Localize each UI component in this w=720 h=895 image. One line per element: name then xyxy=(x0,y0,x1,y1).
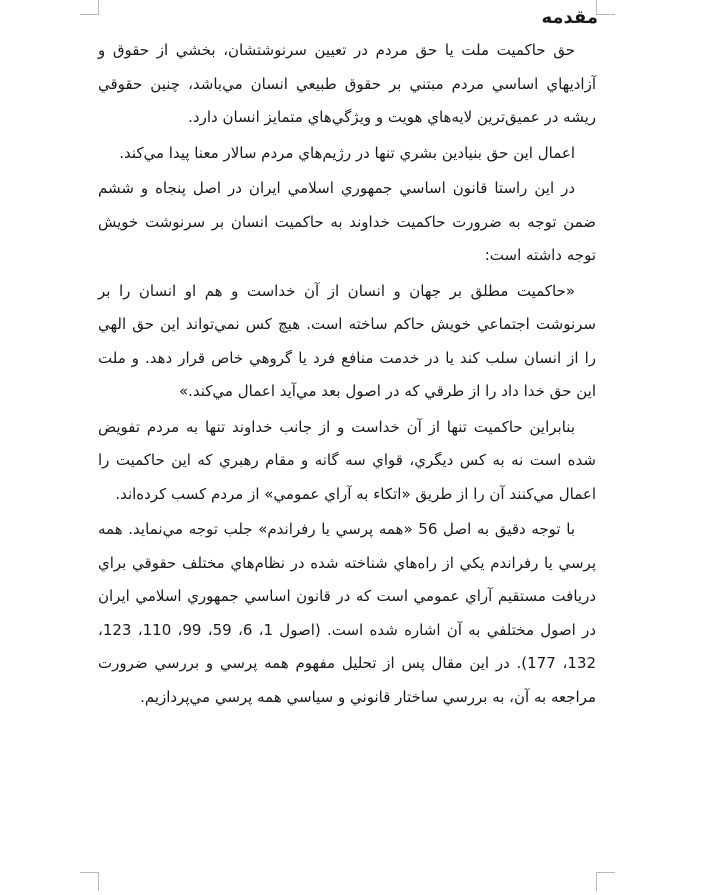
paragraph-2: اعمال اين حق بنيادين بشري تنها در رژيم‌هاي مردم سالار معنا پيدا مي‌كند. xyxy=(119,143,575,162)
crop-mark-top-right xyxy=(596,0,615,15)
crop-mark-bottom-right xyxy=(596,872,615,891)
paragraph-4-quote: «حاكميت مطلق بر جهان و انسان از آن خداست و هم او انسان را بر سرنوشت اجتماعي خويش حاكم ساخته است. هيچ كس نمي‌تواند اين حق الهي را از انسان سلب كند يا در خدمت منافع فرد يا گروهي خاص قرار دهد. و ملت اين حق خدا داد را از طرقي كه در اصول بعد مي‌آيد اعمال مي‌كند.» xyxy=(98,281,596,400)
crop-mark-bottom-left xyxy=(80,872,99,891)
section-heading: مقدمه xyxy=(541,7,598,28)
crop-mark-top-left xyxy=(80,0,99,15)
paragraph-6: با توجه دقيق به اصل 56 «همه پرسي يا رفراندم» جلب توجه مي‌نمايد. همه پرسي يا رفراندم يكي از راه‌هاي شناخته شده در نظام‌هاي مختلف حقوقي براي دريافت مستقيم آراي عمومي است كه در قانون اساسي جمهوري اسلامي ايران در اصول مختلفي به آن اشاره شده است. (اصول 1، 6، 59، 99، 110، 123، 132، 177). در اين مقال پس از تحليل مفهوم همه پرسي و بررسي ضرورت مراجعه به آن، به بررسي ساختار قانوني و سياسي همه پرسي مي‌پردازيم. xyxy=(98,520,597,706)
paragraph-1: حق حاكميت ملت يا حق مردم در تعيين سرنوشتشان، بخشي از حقوق و آزاديهاي اساسي مردم مبتني بر حقوق طبيعي انسان مي‌باشد، چنين حقوقي ريشه در عميق‌ترين لايه‌هاي هويت و ويژگي‌هاي متمايز انسان دارد. xyxy=(98,41,596,126)
paragraph-3: در اين راستا قانون اساسي جمهوري اسلامي ايران در اصل پنجاه و ششم ضمن توجه به ضرورت حاكميت خداوند به حاكميت انسان بر سرنوشت خويش توجه داشته است: xyxy=(98,179,596,264)
document-body xyxy=(98,2,596,716)
paragraph-5: بنابراين حاكميت تنها از آن خداست و از جانب خداوند تنها به مردم تفويض شده است نه به كس ديگري، قواي سه گانه و مقام رهبري كه اين حاكميت را اعمال مي‌كنند آن را از طريق «اتكاء به آراي عمومي» از مردم كسب كرده‌اند. xyxy=(98,417,596,503)
